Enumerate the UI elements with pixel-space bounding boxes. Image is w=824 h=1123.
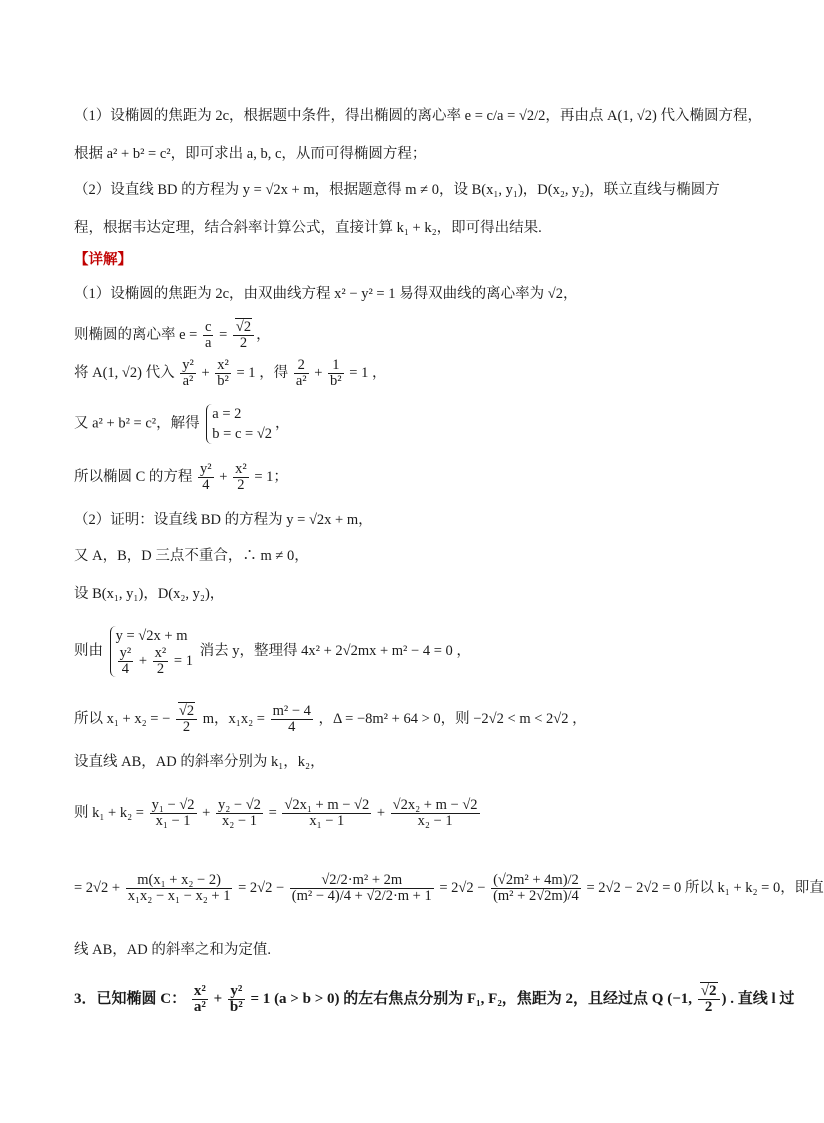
detail-line-7: 又 A，B，D 三点不重合，∴ m ≠ 0， bbox=[74, 548, 309, 564]
problem-3-tail: . 直线 l 过 bbox=[730, 991, 795, 1007]
detail-line-12: 则 k₁ + k₂ = $\frac{\text{y₁ − √2}}{\text{x₁ − 1}}$ + $\frac{\text{y₂ − √2}}{\text{x₂ − 1}}$ = $\frac{\text{√2x₁ + m − √2}}{\text{x₁ − 1}}$ + $\frac{\text{√2x₂ + m − √2}}{\text{x₂ − 1}}$ bbox=[74, 797, 478, 830]
detail-line-1: （1）设椭圆的焦距为 2c，由双曲线方程 x² − y² = 1 易得双曲线的离心率为 √2， bbox=[74, 286, 578, 302]
discriminant: ，Δ = −8m² + 64 > 0，则 −2√2 < m < 2√2 ， bbox=[318, 711, 587, 727]
conclusion-text: = 2√2 − 2√2 = 0 所以 k₁ + k₂ = 0，即直 bbox=[586, 880, 824, 896]
frac-k2: $\frac{\text{y₂ − √2}}{\text{x₂ − 1}}$ bbox=[217, 797, 261, 830]
eccentricity-label: 则椭圆的离心率 e = bbox=[74, 327, 198, 343]
detail-line-9 bbox=[74, 626, 471, 677]
detail-line-14: 线 AB，AD 的斜率之和为定值. bbox=[74, 942, 271, 958]
solve-label: 又 a² + b² = c²，解得 bbox=[74, 415, 200, 432]
system-intro: 则由 bbox=[74, 642, 103, 659]
frac-x2-2: $\frac{\text{x²}}{2}$ bbox=[235, 461, 247, 494]
vieta-product: m，x₁x₂ = bbox=[202, 711, 265, 727]
detail-line-6: （2）证明：设直线 BD 的方程为 y = √2x + m， bbox=[74, 512, 373, 528]
vieta-sum: 所以 x₁ + x₂ = − bbox=[74, 711, 171, 727]
frac-sqrt2-2-b: $\frac{√2}{2}$ bbox=[176, 704, 197, 735]
problem-3-condition: (a > b > 0) 的左右焦点分别为 F₁, F₂，焦距为 2，且经过点 Q bbox=[274, 991, 664, 1007]
analysis-line-4: 程，根据韦达定理，结合斜率计算公式，直接计算 k₁ + k₂，即可得出结果. bbox=[74, 220, 542, 236]
frac-combined: $\frac{\text{m(x₁ + x₂ − 2)}}{\text{x₁x₂ − x₁ − x₂ + 1}}$ bbox=[127, 872, 231, 905]
detail-line-2: 则椭圆的离心率 e = $\frac{c}{a}$ = $\frac{√2}{2}$ ， bbox=[74, 319, 271, 352]
obtain-label: ，得 bbox=[259, 365, 289, 381]
system-line-eq: y = √2x + m bbox=[115, 628, 188, 644]
system-ellipse-eq: $\frac{\text{y²}}{4}$ + $\frac{\text{x²}}{2}$ = 1 bbox=[119, 645, 193, 677]
frac-sqrt2-2: $\frac{√2}{2}$ bbox=[233, 320, 254, 351]
line-ellipse-system bbox=[110, 626, 193, 677]
system-eq-2: b = c = √2 bbox=[212, 426, 273, 442]
detail-line-11: 设直线 AB，AD 的斜率分别为 k₁，k₂， bbox=[74, 754, 325, 770]
detail-heading: 【详解】 bbox=[74, 252, 132, 268]
substitute-label: 将 A(1, √2) 代入 bbox=[74, 365, 175, 381]
frac-y2-4: $\frac{\text{y²}}{4}$ bbox=[200, 461, 212, 494]
solution-system bbox=[206, 404, 272, 444]
frac-subst-1: $\frac{\text{√2/2·m² + 2m}}{\text{(m² − 4)/4 + √2/2·m + 1}}$ bbox=[291, 872, 432, 905]
detail-line-13: = 2√2 + $\frac{\text{m(x₁ + x₂ − 2)}}{\text{x₁x₂ − x₁ − x₂ + 1}}$ = 2√2 − $\frac{\text{√2/2·m² + 2m}}{\text{(m² − 4)/4 + √2/2·m + 1}}$ = 2√2 − $\frac{\text{(√2m² + 4m)/2}}{\text{(m² + 2√2m)/4}}$ = 2√2 − 2√2 = 0 所以 k₁ + k₂ = 0，即直 bbox=[74, 872, 824, 905]
detail-line-3: 将 A(1, √2) 代入 $\frac{\text{y²}}{\text{a²}}$ + $\frac{\text{x²}}{\text{b²}}$ = 1 ，得 $\frac{2}{\text{a²}}$ + $\frac{1}{\text{b²}}$ = 1 ， bbox=[74, 357, 387, 390]
analysis-line-1: （1）设椭圆的焦距为 2c，根据题中条件，得出椭圆的离心率 e = c/a = √2/2，再由点 A(1, √2) 代入椭圆方程， bbox=[74, 108, 762, 124]
frac-y2-a2: $\frac{\text{y²}}{\text{a²}}$ bbox=[182, 357, 194, 390]
slope-sum-label: 则 k₁ + k₂ = bbox=[74, 805, 144, 821]
eliminate-text: 消去 y，整理得 4x² + 2√2mx + m² − 4 = 0 ， bbox=[199, 642, 471, 659]
frac-k1-sub: $\frac{\text{√2x₁ + m − √2}}{\text{x₁ − 1}}$ bbox=[284, 797, 370, 830]
detail-line-4: 又 a² + b² = c²，解得 a = 2 b = c = √2 ， bbox=[74, 406, 290, 442]
frac-k1: $\frac{\text{y₁ − √2}}{\text{x₁ − 1}}$ bbox=[151, 797, 195, 830]
frac-m2-4: $\frac{\text{m² − 4}}{4}$ bbox=[272, 703, 311, 736]
frac-y2-b2: $\frac{\text{y²}}{\text{b²}}$ bbox=[229, 983, 243, 1016]
point-q: (−1, $\frac{√2}{2}$ ) bbox=[667, 983, 727, 1016]
detail-line-8: 设 B(x₁, y₁)，D(x₂, y₂)， bbox=[74, 586, 225, 602]
analysis-line-2: 根据 a² + b² = c²，即可求出 a, b, c，从而可得椭圆方程； bbox=[74, 146, 427, 162]
problem-3: 3．已知椭圆 C： $\frac{\text{x²}}{\text{a²}}$ + $\frac{\text{y²}}{\text{b²}}$ = 1 (a > b > 0) 的左右焦点分别为 F₁, F₂，焦距为 2，且经过点 Q (−1, $\frac{√2}{2}$ ) . 直线 l 过 bbox=[74, 983, 795, 1016]
frac-x2-b2: $\frac{\text{x²}}{\text{b²}}$ bbox=[217, 357, 229, 390]
system-eq-1: a = 2 bbox=[212, 406, 242, 422]
frac-subst-2: $\frac{\text{(√2m² + 4m)/2}}{\text{(m² + 2√2m)/4}}$ bbox=[493, 872, 579, 905]
ellipse-eq-label: 所以椭圆 C 的方程 bbox=[74, 469, 193, 485]
frac-1-b2: $\frac{1}{\text{b²}}$ bbox=[330, 357, 342, 390]
frac-c-a: $\frac{c}{a}$ bbox=[205, 319, 212, 352]
frac-2-a2: $\frac{2}{\text{a²}}$ bbox=[295, 357, 307, 390]
frac-k2-sub: $\frac{\text{√2x₂ + m − √2}}{\text{x₂ − 1}}$ bbox=[392, 797, 478, 830]
analysis-line-3: （2）设直线 BD 的方程为 y = √2x + m，根据题意得 m ≠ 0，设 B(x₁, y₁)，D(x₂, y₂)，联立直线与椭圆方 bbox=[74, 182, 720, 198]
detail-line-10 bbox=[74, 702, 587, 736]
frac-x2-a2: $\frac{\text{x²}}{\text{a²}}$ bbox=[193, 983, 206, 1016]
problem-3-intro: 3．已知椭圆 C： bbox=[74, 991, 187, 1007]
detail-line-5: 所以椭圆 C 的方程 $\frac{\text{y²}}{4}$ + $\frac{\text{x²}}{2}$ = 1； bbox=[74, 461, 288, 494]
